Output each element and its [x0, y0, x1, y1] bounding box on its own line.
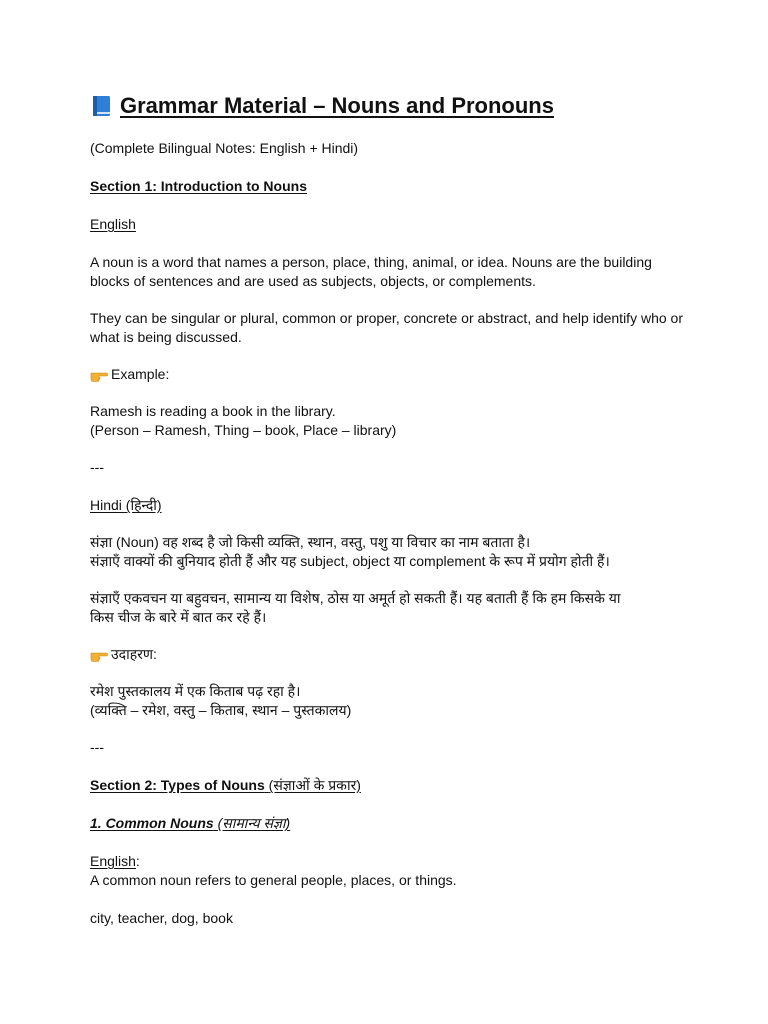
hindi-example-label-row [90, 645, 157, 664]
example-label-row [90, 365, 169, 384]
noun-types-paragraph [90, 309, 698, 347]
hindi-para2-line1: संज्ञाएँ एकवचन या बहुवचन, सामान्य या विशेष, ठोस या अमूर्त हो सकती हैं। यह बताती हैं कि हम किसके या [90, 590, 621, 606]
common-nouns-english-block [90, 852, 698, 890]
common-nouns-definition: A common noun refers to general people, places, or things. [90, 872, 457, 888]
hindi-label: Hindi (हिन्दी) [90, 497, 162, 513]
common-nouns-colon: : [135, 853, 140, 869]
common-nouns-heading-english: 1. Common Nouns [90, 815, 214, 831]
common-nouns-heading [90, 814, 698, 833]
common-nouns-examples: city, teacher, dog, book [90, 910, 233, 926]
title-text: Grammar Material – Nouns and Pronouns [120, 93, 554, 118]
noun-definition-paragraph [90, 253, 698, 291]
hindi-example-line2: (व्यक्ति – रमेश, वस्तु – किताब, स्थान – पुस्तकालय) [90, 702, 352, 718]
english-label: English [90, 216, 136, 232]
hindi-definition-paragraph [90, 533, 698, 571]
divider-2: --- [90, 739, 104, 755]
hindi-example-line1: रमेश पुस्तकालय में एक किताब पढ़ रहा है। [90, 683, 301, 699]
hindi-example [90, 682, 698, 720]
hindi-para1-line2: संज्ञाएँ वाक्यों की बुनियाद होती हैं और यह subject, object या complement के रूप में प्रयोग होती हैं। [90, 553, 610, 569]
para1-line2: blocks of sentences and are used as subjects, objects, or complements. [90, 273, 536, 289]
section2-heading-english: Section 2: Types of Nouns [90, 777, 265, 793]
hindi-example-label: उदाहरण: [111, 646, 157, 662]
section2-heading-hindi: (संज्ञाओं के प्रकार) [268, 777, 361, 793]
para2-line1: They can be singular or plural, common or proper, concrete or abstract, and help identify who or [90, 310, 683, 326]
para1-line1: A noun is a word that names a person, place, thing, animal, or idea. Nouns are the building [90, 254, 652, 270]
hindi-types-paragraph [90, 589, 698, 627]
english-example [90, 402, 698, 440]
common-nouns-english-label: English [90, 853, 136, 869]
pointing-hand-icon [90, 648, 108, 662]
document-subtitle: (Complete Bilingual Notes: English + Hindi) [90, 140, 359, 156]
example-line1: Ramesh is reading a book in the library. [90, 403, 336, 419]
section1-heading: Section 1: Introduction to Nouns [90, 178, 307, 194]
divider-1: --- [90, 459, 104, 475]
hindi-para2-line2: किस चीज के बारे में बात कर रहे हैं। [90, 609, 267, 625]
common-nouns-heading-hindi: (सामान्य संज्ञा) [217, 815, 291, 831]
example-line2: (Person – Ramesh, Thing – book, Place – library) [90, 422, 397, 438]
para2-line2: what is being discussed. [90, 329, 242, 345]
hindi-para1-line1: संज्ञा (Noun) वह शब्द है जो किसी व्यक्ति, स्थान, वस्तु, पशु या विचार का नाम बताता है। [90, 534, 531, 550]
document-title [90, 92, 698, 120]
section2-heading [90, 776, 698, 795]
pointing-hand-icon [90, 368, 108, 382]
book-icon [90, 95, 112, 117]
example-label: Example: [111, 366, 170, 382]
